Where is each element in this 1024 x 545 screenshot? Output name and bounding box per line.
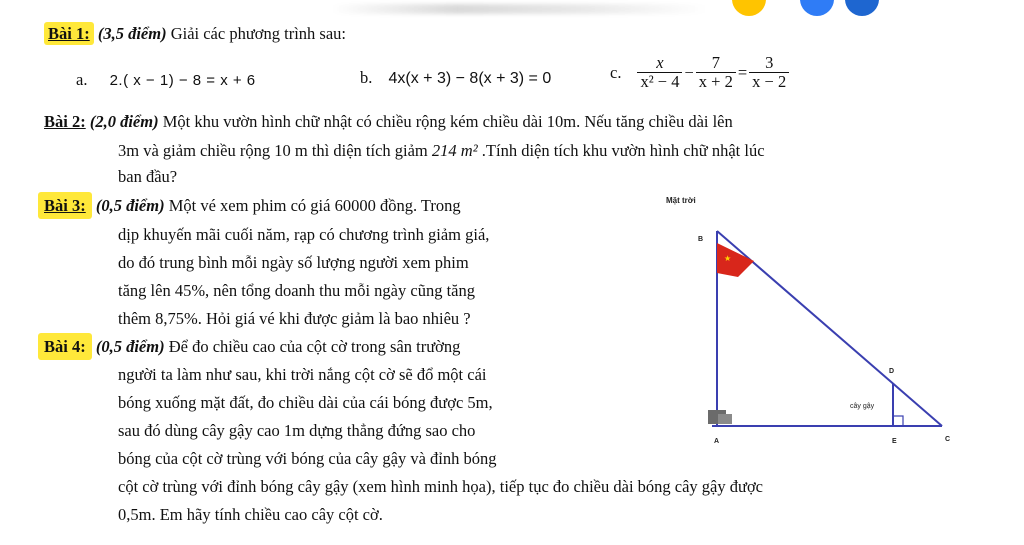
bai2-points: (2,0 điểm) <box>89 112 159 131</box>
bai3-line3: do đó trung bình mỗi ngày số lượng người xem phim <box>118 253 469 272</box>
point-d-label: D <box>889 368 895 375</box>
bai1-c-op1: − <box>684 62 694 82</box>
bai4-line7: 0,5m. Em hãy tính chiều cao cây cột cờ. <box>118 505 383 524</box>
bai2-line1 <box>44 112 733 132</box>
bai1-c <box>610 54 791 91</box>
bai4-line3: bóng xuống mặt đất, đo chiều dài của cái bóng được 5m, <box>118 393 493 412</box>
bai4-points: (0,5 điểm) <box>95 337 165 356</box>
bai1-c-f3-den: x − 2 <box>752 72 787 91</box>
bai3-line5: thêm 8,75%. Hỏi giá vé khi được giảm là bao nhiêu ? <box>118 309 471 328</box>
bai2-text-1: Một khu vườn hình chữ nhật có chiều rộng kém chiều dài 10m. Nếu tăng chiều dài lên <box>162 112 733 131</box>
bai2-label: Bài 2: <box>44 112 86 131</box>
bai1-c-f3-num: 3 <box>749 54 789 73</box>
point-c-label: C <box>945 436 951 443</box>
stick-label: cây gậy <box>850 403 875 410</box>
bai1-label-highlight <box>44 22 94 45</box>
bai1-c-f1-den: x² − 4 <box>640 72 680 91</box>
bai1-a-label: a. <box>76 70 88 89</box>
bai4-label: Bài 4: <box>44 337 86 356</box>
bai1-b <box>360 68 551 88</box>
bai3-label-highlight <box>38 192 92 219</box>
bai3-text-1: Một vé xem phim có giá 60000 đồng. Trong <box>168 196 461 215</box>
bai4-label-highlight <box>38 333 92 360</box>
bai4-line1 <box>38 337 460 357</box>
bai4-line6: cột cờ trùng với đỉnh bóng cây gậy (xem hình minh họa), tiếp tục đo chiều dài bóng cây gậy được <box>118 477 763 496</box>
bai1-c-fraction-2 <box>696 54 736 91</box>
bai1-heading <box>44 24 346 44</box>
bai3-label: Bài 3: <box>44 196 86 215</box>
bai3-line2: dịp khuyến mãi cuối năm, rạp có chương trình giảm giá, <box>118 225 490 244</box>
bai1-c-f1-num: x <box>637 54 682 73</box>
bai1-c-fraction-1 <box>637 54 682 91</box>
bai1-b-label: b. <box>360 68 373 87</box>
right-angle-marker <box>893 416 903 426</box>
yellow-circle-decoration <box>732 0 766 16</box>
bai2-line2 <box>118 141 765 161</box>
bai1-c-f2-den: x + 2 <box>698 72 733 91</box>
bai1-text: Giải các phương trình sau: <box>170 24 346 43</box>
flagpole-base-block <box>718 414 732 424</box>
bai3-points: (0,5 điểm) <box>95 196 165 215</box>
point-e-label: E <box>892 438 897 445</box>
flag-star-icon: ★ <box>724 254 732 263</box>
bai2-text-2b: .Tính diện tích khu vườn hình chữ nhật lúc <box>481 141 765 160</box>
bai1-points: (3,5 điểm) <box>97 24 167 43</box>
point-b-label: B <box>698 236 704 243</box>
bai4-line5: bóng của cột cờ trùng với bóng của cây gậy và đỉnh bóng <box>118 449 497 468</box>
flagpole-figure <box>640 185 970 460</box>
bai1-label: Bài 1: <box>48 24 90 43</box>
faded-header-text <box>330 4 710 14</box>
bai1-a-equation: 2.( x − 1) − 8 = x + 6 <box>109 72 256 89</box>
bai3-line4: tăng lên 45%, nên tổng doanh thu mỗi ngày cũng tăng <box>118 281 475 300</box>
blue-circle-decoration <box>800 0 834 16</box>
bai1-c-f2-num: 7 <box>696 54 736 73</box>
bai4-line4: sau đó dùng cây gậy cao 1m dựng thẳng đứng sao cho <box>118 421 476 440</box>
bai2-area: 214 m² <box>431 141 478 160</box>
bai2-line3: ban đầu? <box>118 167 178 186</box>
sun-label: Mặt trời <box>666 196 696 205</box>
bai4-line2: người ta làm như sau, khi trời nắng cột cờ sẽ đổ một cái <box>118 365 487 384</box>
bai2-text-2a: 3m và giảm chiều rộng 10 m thì diện tích giảm <box>118 141 428 160</box>
bai4-text-1: Để đo chiều cao của cột cờ trong sân trường <box>168 337 461 356</box>
bai1-c-op2: = <box>737 62 748 82</box>
bai1-b-equation: 4x(x + 3) − 8(x + 3) = 0 <box>388 70 552 87</box>
point-a-label: A <box>714 438 720 445</box>
bai3-line1 <box>38 196 461 216</box>
dark-blue-circle-decoration <box>845 0 879 16</box>
bai1-c-label: c. <box>610 62 622 82</box>
bai1-a <box>76 70 256 90</box>
bai1-c-fraction-3 <box>749 54 789 91</box>
